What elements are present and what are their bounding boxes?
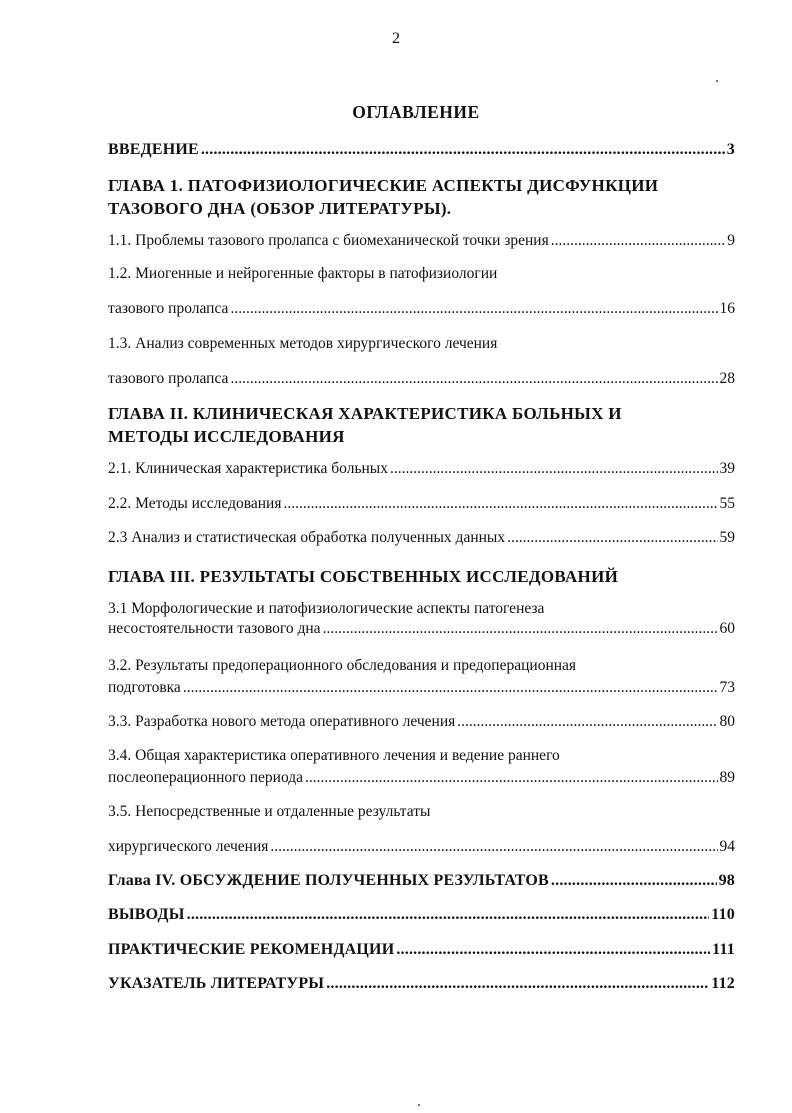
toc-entry-intro[interactable] — [108, 140, 735, 160]
toc-entry-conclusions[interactable] — [108, 905, 735, 925]
toc-entry-label: 1.1. Проблемы тазового пролапса с биомеханической точки зрения — [108, 232, 549, 249]
toc-entry-label-line2: тазового пролапса — [108, 300, 229, 317]
toc-chapter-1[interactable] — [108, 174, 735, 220]
chapter-title-line1: ГЛАВА 1. ПАТОФИЗИОЛОГИЧЕСКИЕ АСПЕКТЫ ДИСФУНКЦИИ — [108, 176, 659, 195]
toc-entry-label-line1: 3.1 Морфологические и патофизиологические аспекты патогенеза — [108, 600, 545, 617]
toc-entry-label-line1: 3.5. Непосредственные и отдаленные результаты — [108, 803, 431, 820]
toc-entry-label-line2: несостоятельности тазового дна — [108, 620, 321, 637]
toc-entry-page: 80 — [719, 713, 735, 730]
leader-dots — [270, 837, 717, 857]
toc-entry-label-line2: хирургического лечения — [108, 838, 269, 855]
chapter-title-line1: ГЛАВА II. КЛИНИЧЕСКАЯ ХАРАКТЕРИСТИКА БОЛЬНЫХ И — [108, 404, 622, 423]
toc-entry-label: УКАЗАТЕЛЬ ЛИТЕРАТУРЫ — [108, 975, 325, 992]
toc-entry-label: 3.3. Разработка нового метода оперативного лечения — [108, 713, 456, 730]
leader-dots — [201, 140, 725, 160]
toc-chapter-3[interactable] — [108, 565, 735, 588]
leader-dots — [507, 528, 717, 548]
toc-entry-label-line1: 1.3. Анализ современных методов хирургического лечения — [108, 335, 498, 352]
toc-entry-page: 98 — [718, 872, 735, 889]
page-number: 2 — [392, 30, 400, 47]
toc-entry-label: 2.2. Методы исследования — [108, 495, 282, 512]
toc-entry-label: ВВЕДЕНИЕ — [108, 141, 199, 158]
toc-entry-page: 28 — [719, 370, 735, 387]
leader-dots — [396, 940, 710, 960]
leader-dots — [183, 678, 718, 698]
toc-entry-page: 112 — [711, 975, 735, 992]
toc-entry-page: 111 — [712, 941, 735, 958]
toc-entry-label: ПРАКТИЧЕСКИЕ РЕКОМЕНДАЦИИ — [108, 941, 395, 958]
toc-entry-page: 60 — [719, 620, 735, 637]
toc-entry-page: 3 — [726, 141, 735, 158]
toc-entry-page: 9 — [727, 232, 735, 249]
toc-entry-2-2[interactable] — [108, 494, 735, 514]
toc-entry-1-1[interactable] — [108, 231, 735, 251]
chapter-title-line2: ТАЗОВОГО ДНА (ОБЗОР ЛИТЕРАТУРЫ). — [108, 199, 452, 218]
toc-entry-3-3[interactable] — [108, 712, 735, 732]
toc-entry-3-4[interactable] — [108, 746, 735, 788]
toc-entry-2-1[interactable] — [108, 459, 735, 479]
toc-entry-page: 89 — [719, 769, 735, 786]
toc-entry-label: Глава IV. ОБСУЖДЕНИЕ ПОЛУЧЕННЫХ РЕЗУЛЬТАТОВ — [108, 872, 549, 889]
leader-dots — [457, 712, 717, 732]
toc-entry-label: ВЫВОДЫ — [108, 906, 185, 923]
toc-entry-1-2[interactable] — [108, 264, 735, 319]
leader-dots — [551, 871, 717, 891]
toc-entry-3-2[interactable] — [108, 656, 735, 698]
toc-entry-label: 2.3 Анализ и статистическая обработка полученных данных — [108, 529, 506, 546]
scan-speck — [716, 80, 718, 82]
toc-entry-label-line1: 1.2. Миогенные и нейрогенные факторы в патофизиологии — [108, 265, 498, 282]
toc-entry-page: 55 — [719, 495, 735, 512]
toc-entry-2-3[interactable] — [108, 528, 735, 548]
chapter-title-line1: ГЛАВА III. РЕЗУЛЬТАТЫ СОБСТВЕННЫХ ИССЛЕДОВАНИЙ — [108, 567, 619, 586]
toc-entry-label-line2: послеоперационного периода — [108, 769, 304, 786]
toc-entry-page: 73 — [719, 679, 735, 696]
toc-entry-label-line1: 3.4. Общая характеристика оперативного лечения и ведение раннего — [108, 747, 560, 764]
toc-entry-page: 39 — [719, 460, 735, 477]
toc-heading: ОГЛАВЛЕНИЕ — [352, 102, 480, 122]
toc-entry-label-line2: тазового пролапса — [108, 370, 229, 387]
leader-dots — [390, 459, 718, 479]
toc-entry-label: 2.1. Клиническая характеристика больных — [108, 460, 388, 477]
toc-entry-page: 59 — [719, 529, 735, 546]
toc-entry-page: 16 — [719, 300, 735, 317]
scan-speck — [418, 1104, 420, 1106]
toc-entry-3-1[interactable] — [108, 599, 735, 639]
toc-entry-3-5[interactable] — [108, 802, 735, 857]
toc-chapter-2[interactable] — [108, 402, 735, 448]
leader-dots — [230, 299, 717, 319]
toc-entry-page: 110 — [711, 906, 735, 923]
toc-entry-label-line2: подготовка — [108, 679, 181, 696]
toc-entry-page: 94 — [719, 838, 735, 855]
chapter-title-line2: МЕТОДЫ ИССЛЕДОВАНИЯ — [108, 427, 345, 446]
toc-entry-recommendations[interactable] — [108, 940, 735, 960]
leader-dots — [551, 231, 726, 251]
toc-entry-references[interactable] — [108, 974, 735, 994]
leader-dots — [230, 369, 717, 389]
toc-chapter-4[interactable] — [108, 871, 735, 891]
leader-dots — [187, 905, 710, 925]
toc-entry-1-3[interactable] — [108, 334, 735, 389]
leader-dots — [283, 494, 717, 514]
leader-dots — [305, 768, 717, 788]
leader-dots — [323, 619, 718, 639]
leader-dots — [326, 974, 709, 994]
toc-entry-label-line1: 3.2. Результаты предоперационного обследования и предоперационная — [108, 657, 577, 674]
